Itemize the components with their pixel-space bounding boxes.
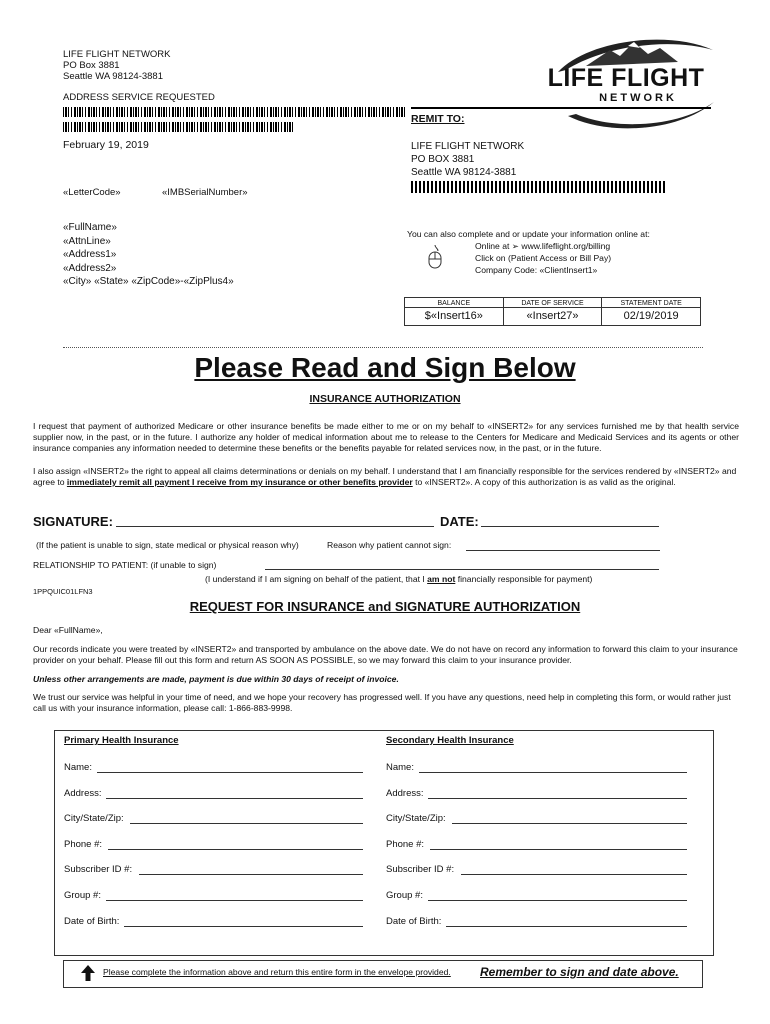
primary-address-field[interactable] xyxy=(106,798,363,799)
understand-emphasis: am not xyxy=(427,574,456,584)
online-click: Click on (Patient Access or Bill Pay) xyxy=(475,253,612,263)
auth-para2-emphasis: immediately remit all payment I receive from my insurance or other benefits provider xyxy=(66,477,413,487)
statement-date-value: 02/19/2019 xyxy=(602,308,701,326)
primary-subscriber-field[interactable] xyxy=(139,874,363,875)
understand-start: (I understand if I am signing on behalf of the patient, that I xyxy=(205,574,428,584)
service-requested: ADDRESS SERVICE REQUESTED xyxy=(63,92,215,103)
main-title: Please Read and Sign Below xyxy=(194,352,576,383)
secondary-phone-label: Phone #: xyxy=(386,839,425,850)
sender-name: LIFE FLIGHT NETWORK xyxy=(63,49,171,60)
relationship-label: RELATIONSHIP TO PATIENT: (if unable to sign) xyxy=(33,560,217,570)
secondary-group-field[interactable] xyxy=(428,900,687,901)
primary-subscriber-label: Subscriber ID #: xyxy=(64,864,133,875)
primary-citystatezip-field[interactable] xyxy=(130,823,363,824)
secondary-name-field[interactable] xyxy=(419,772,687,773)
understand-note xyxy=(205,574,592,585)
online-intro: You can also complete and or update your information online at: xyxy=(407,229,650,239)
amount-table xyxy=(404,297,701,326)
online-details xyxy=(475,240,611,276)
sender-city: Seattle WA 98124-3881 xyxy=(63,71,163,82)
auth-para2-end: to «INSERT2». A copy of this authorization is as valid as the original. xyxy=(412,477,676,487)
secondary-dob-label: Date of Birth: xyxy=(386,916,442,927)
primary-phone-label: Phone #: xyxy=(64,839,103,850)
logo-title: LIFE FLIGHT xyxy=(547,64,705,92)
payment-due-note: Unless other arrangements are made, payment is due within 30 days of receipt of invoice. xyxy=(33,674,399,684)
recipient-attn: «AttnLine» xyxy=(63,235,111,247)
primary-group-label: Group #: xyxy=(64,890,101,901)
reason-line[interactable] xyxy=(466,550,660,551)
reason-label: Reason why patient cannot sign: xyxy=(327,540,452,550)
secondary-subscriber-label: Subscriber ID #: xyxy=(386,864,455,875)
serial-number: «IMBSerialNumber» xyxy=(162,187,248,198)
secondary-citystatezip-label: City/State/Zip: xyxy=(386,813,446,824)
dear-line: Dear «FullName», xyxy=(33,625,103,635)
date-label: DATE: xyxy=(440,514,479,529)
form-code: 1PPQUIC01LFN3 xyxy=(33,587,93,596)
insurance-box xyxy=(54,730,714,956)
footer-instruction: Please complete the information above and return this entire form in the envelope provided. xyxy=(103,967,451,977)
primary-group-field[interactable] xyxy=(106,900,363,901)
letter-code: «LetterCode» xyxy=(63,187,121,198)
dos-value: «Insert27» xyxy=(503,308,602,326)
secondary-group-label: Group #: xyxy=(386,890,423,901)
primary-insurance-heading: Primary Health Insurance xyxy=(64,735,179,746)
remit-name: LIFE FLIGHT NETWORK xyxy=(411,141,525,152)
secondary-insurance-heading: Secondary Health Insurance xyxy=(386,735,514,746)
remit-city: Seattle WA 98124-3881 xyxy=(411,167,517,178)
recipient-address1: «Address1» xyxy=(63,249,117,260)
primary-citystatezip-label: City/State/Zip: xyxy=(64,813,124,824)
recipient-city-line: «City» «State» «ZipCode»-«ZipPlus4» xyxy=(63,276,234,287)
primary-name-label: Name: xyxy=(64,762,92,773)
remit-box: PO BOX 3881 xyxy=(411,154,475,165)
up-arrow-icon xyxy=(80,964,96,982)
statement-date-label: STATEMENT DATE xyxy=(602,298,701,308)
online-url[interactable]: Online at ➢ www.lifeflight.org/billing xyxy=(475,241,611,251)
balance-value: $«Insert16» xyxy=(405,308,504,326)
secondary-subscriber-field[interactable] xyxy=(461,874,687,875)
sender-box: PO Box 3881 xyxy=(63,60,120,71)
dos-label: DATE OF SERVICE xyxy=(503,298,602,308)
imb-barcode-bottom xyxy=(63,122,293,132)
footer-remember: Remember to sign and date above. xyxy=(480,965,679,979)
remit-address xyxy=(411,140,524,179)
balance-label: BALANCE xyxy=(405,298,504,308)
signature-line[interactable] xyxy=(116,526,434,527)
primary-dob-field[interactable] xyxy=(124,926,363,927)
secondary-address-field[interactable] xyxy=(428,798,687,799)
postnet-barcode xyxy=(411,181,667,193)
recipient-address xyxy=(63,221,234,289)
sender-address xyxy=(63,49,215,103)
relationship-line[interactable] xyxy=(265,569,659,570)
primary-name-field[interactable] xyxy=(97,772,363,773)
request-para1: Our records indicate you were treated by «INSERT2» and transported by ambulance on the above date. We do not have on record any information to forward this claim to your insurance provider on your behalf. Please fill out this form and return AS SOON AS POSSIBLE, so we may forward this claim to your insurance provider. xyxy=(33,644,738,665)
recipient-name: «FullName» xyxy=(63,222,117,233)
unable-note: (If the patient is unable to sign, state medical or physical reason why) xyxy=(36,540,299,550)
primary-phone-field[interactable] xyxy=(108,849,363,850)
recipient-address2: «Address2» xyxy=(63,262,117,274)
primary-address-label: Address: xyxy=(64,788,102,799)
auth-para2 xyxy=(33,466,739,488)
auth-heading: INSURANCE AUTHORIZATION xyxy=(309,393,461,405)
imb-barcode-top xyxy=(63,107,406,117)
understand-end: financially responsible for payment) xyxy=(455,574,593,584)
logo-subtitle: NETWORK xyxy=(599,92,677,104)
secondary-name-label: Name: xyxy=(386,762,414,773)
auth-para2-start: I also assign «INSERT2» the right to appeal all claims determinations or denials on my behalf. I understand that I am financially responsible for the services rendered by «INSERT2» and agree to xyxy=(33,466,737,487)
secondary-citystatezip-field[interactable] xyxy=(452,823,687,824)
perforation-line xyxy=(63,347,703,348)
date-line[interactable] xyxy=(481,526,659,527)
secondary-dob-field[interactable] xyxy=(446,926,687,927)
secondary-phone-field[interactable] xyxy=(430,849,687,850)
remit-heading: REMIT TO: xyxy=(411,113,465,125)
online-company-code: Company Code: «ClientInsert1» xyxy=(475,265,598,275)
request-para2: We trust our service was helpful in your time of need, and we hope your recovery has progressed well. If you have any questions, need help in completing this form, or would rather just call us with your insurance information, please call: 1-866-883-9998. xyxy=(33,692,731,713)
letter-date: February 19, 2019 xyxy=(63,139,149,151)
mouse-icon xyxy=(426,244,444,270)
request-heading: REQUEST FOR INSURANCE and SIGNATURE AUTHORIZATION xyxy=(189,599,581,614)
primary-dob-label: Date of Birth: xyxy=(64,916,120,927)
signature-label: SIGNATURE: xyxy=(33,514,113,529)
secondary-address-label: Address: xyxy=(386,788,424,799)
auth-para1: I request that payment of authorized Medicare or other insurance benefits be made either to me or on my behalf to «INSERT2» for any services furnished me by that health service supplier now, in the past, or in the future. I authorize any holder of medical information about me to release to the Centers for Medicare and Medicaid Services and its agents or other insurance companies any information needed to determine these benefits or the benefits payable for related services now, in the past, or in the future. xyxy=(33,421,739,453)
